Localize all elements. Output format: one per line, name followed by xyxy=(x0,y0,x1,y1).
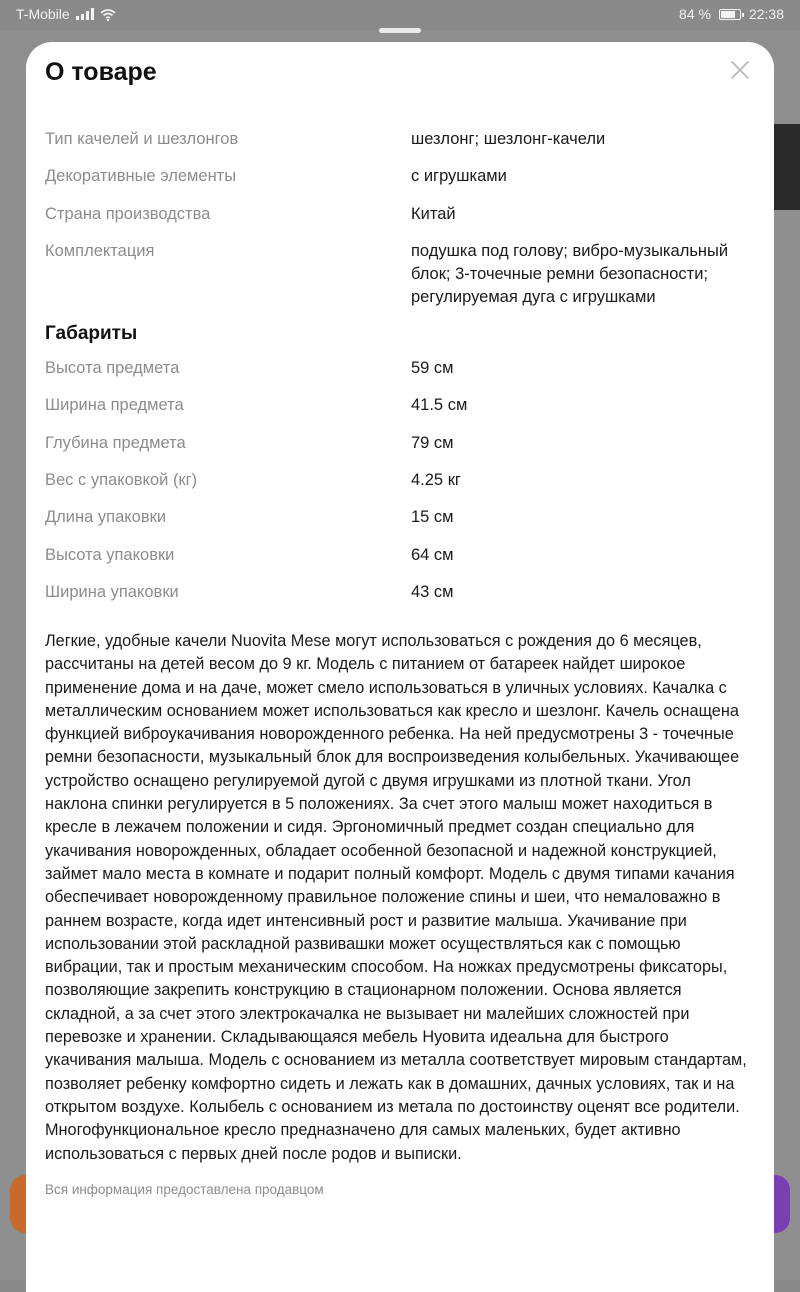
spec-label: Декоративные элементы xyxy=(45,167,237,186)
spec-label: Тип качелей и шезлонгов xyxy=(45,130,239,148)
carrier-name: T-Mobile xyxy=(16,6,70,22)
battery-fill xyxy=(721,11,735,18)
spec-value: шезлонг; шезлонг-качели xyxy=(411,130,606,148)
spec-label: Страна производства xyxy=(45,204,211,223)
specs-list xyxy=(45,128,757,309)
dimension-row xyxy=(45,469,757,492)
dimension-label: Высота предмета xyxy=(45,359,180,378)
dimension-row xyxy=(45,544,757,567)
spec-value: Китай xyxy=(411,204,456,223)
sheet-drag-handle[interactable] xyxy=(379,28,421,33)
dimension-value: 4.25 кг xyxy=(411,471,461,490)
dimension-value: 15 см xyxy=(411,508,454,527)
dimension-label: Длина упаковки xyxy=(45,508,167,527)
dimension-row xyxy=(45,357,757,380)
spec-value: подушка под голову; вибро-музыкальный блок; 3-точечные ремни безопасности; регулируемая дуга с игрушками xyxy=(411,241,729,306)
status-bar xyxy=(0,0,800,30)
product-info-sheet xyxy=(26,42,774,1292)
sheet-title: О товаре xyxy=(45,58,157,86)
wifi-icon xyxy=(100,8,116,20)
dimension-label: Ширина предмета xyxy=(45,396,184,415)
dimension-label: Глубина предмета xyxy=(45,433,186,452)
dimension-value: 79 см xyxy=(411,433,454,452)
dimension-label: Высота упаковки xyxy=(45,545,175,564)
clock: 22:38 xyxy=(748,6,784,22)
dimensions-title: Габариты xyxy=(45,323,138,345)
sheet-content xyxy=(45,116,757,1197)
spec-label: Комплектация xyxy=(45,241,155,260)
spec-row xyxy=(45,128,757,151)
battery-percent: 84 % xyxy=(679,6,711,22)
dimension-value: 64 см xyxy=(411,545,454,564)
dimension-label: Ширина упаковки xyxy=(45,582,179,601)
dimensions-list xyxy=(45,357,757,604)
dimension-value: 43 см xyxy=(411,582,454,601)
dimension-value: 59 см xyxy=(411,359,454,378)
seller-info-note: Вся информация предоставлена продавцом xyxy=(45,1181,324,1197)
clipped-previous-row xyxy=(45,116,757,128)
spec-row xyxy=(45,165,757,188)
signal-icon xyxy=(76,8,94,20)
spec-row xyxy=(45,240,757,309)
dimension-row xyxy=(45,394,757,417)
dimension-row xyxy=(45,581,757,604)
close-icon[interactable] xyxy=(726,56,754,84)
spec-row xyxy=(45,203,757,226)
status-right xyxy=(679,6,784,22)
status-left xyxy=(16,6,116,22)
battery-icon xyxy=(719,9,741,20)
product-description: Легкие, удобные качели Nuovita Mese могут использоваться с рождения до 6 месяцев, рассчитаны на детей весом до 9 кг. Модель с питанием от батареек найдет широкое применение дома и на даче, может смело использоваться в уличных условиях. Качалка с металлическим основанием может использоваться как кресло и шезлонг. Качель оснащена функцией виброукачивания новорожденного ребенка. На ней предусмотрены 3 - точечные ремни безопасности, музыкальный блок для воспроизведения колыбельных. Укачивающее устройство оснащено регулируемой дугой с двумя игрушками из плотной ткани. Угол наклона спинки регулируется в 5 положениях. За счет этого малыш может находиться в кресле в лежачем положении и сидя. Эргономичный предмет создан специально для укачивания новорожденных, обладает особенной безопасной и надежной конструкцией, займет мало места в комнате и подарит полный комфорт. Модель с двумя типами качания обеспечивает новорожденному правильное положение спины и шеи, что немаловажно в раннем возрасте, когда идет интенсивный рост и развитие малыша. Укачивание при использовании этой раскладной развивашки может осуществляться как с помощью вибрации, так и простым механическим способом. На ножках предусмотрены фиксаторы, позволяющие закрепить конструкцию в стационарном положении. Основа является складной, а за счет этого электрокачалка не вызывает ни малейших сложностей при перевозке и хранении. Складывающаяся мебель Нуовита идеальна для быстрого укачивания малыша. Модель с основанием из металла соответствует мировым стандартам, позволяет ребенку комфортно сидеть и лежать как в домашних, дачных условиях, так и на открытом воздухе. Колыбель с основанием из метала по достоинству оценят все родители. Многофункциональное кресло предназначено для самых маленьких, будет активно использоваться с первых дней после родов и выписки. xyxy=(45,631,747,1163)
spec-value: с игрушками xyxy=(411,167,507,186)
dimension-row xyxy=(45,432,757,455)
dimension-value: 41.5 см xyxy=(411,396,468,415)
dimension-label: Вес с упаковкой (кг) xyxy=(45,471,198,490)
dimension-row xyxy=(45,506,757,529)
background-banner xyxy=(772,124,800,210)
